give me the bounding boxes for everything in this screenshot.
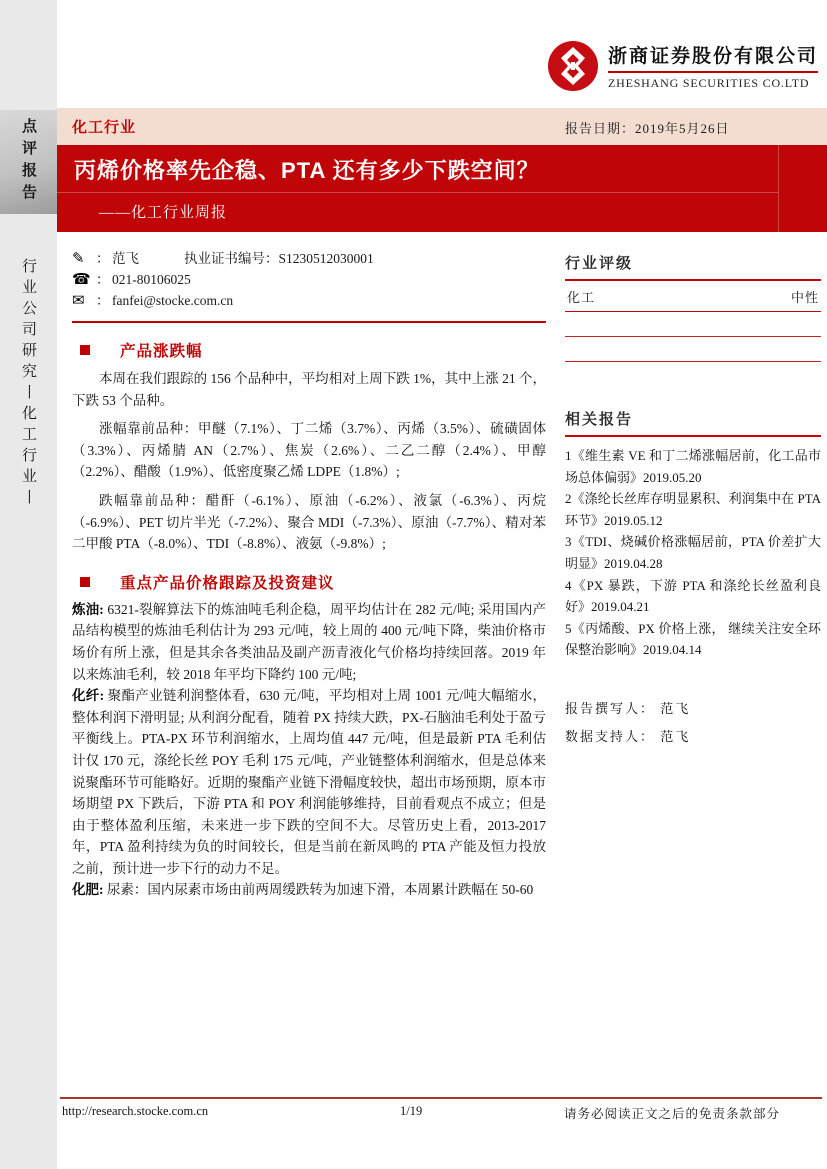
data-support: 数据支持人： 范飞	[565, 728, 691, 744]
related-report-item: 2《涤纶长丝库存明显累积、利润集中在 PTA 环节》2019.05.12	[565, 491, 821, 528]
rating-industry: 化工	[567, 290, 596, 305]
company-names	[608, 41, 818, 91]
email-address[interactable]: fanfei@stocke.com.cn	[112, 293, 234, 308]
vertical-research-label-wrap	[0, 258, 57, 510]
rating-level: 中性	[790, 290, 819, 305]
paragraph-fiber	[72, 685, 546, 879]
phone-number: 021-80106025	[112, 272, 191, 287]
footer-disclaimer: 请务必阅读正文之后的免责条款部分	[563, 1107, 780, 1121]
phone-icon: ☎	[72, 270, 91, 288]
report-subtitle: ——化工行业周报	[99, 205, 228, 221]
pen-icon: ✎	[72, 249, 85, 267]
paragraph-label-fertilizer: 化肥:	[72, 882, 104, 898]
paragraph-label-refining: 炼油:	[72, 601, 104, 617]
paragraph-losers: 跌幅靠前品种：醋酐（-6.1%）、原油（-6.2%）、液氯（-6.3%）、丙烷（-6.9%）、PET 切片半光（-7.2%）、聚合 MDI（-7.3%）、原油（-7.7%）、精对苯二甲酸 PTA（-8.0%）、TDI（-8.8%）、液氨（-9.8%）;	[72, 492, 546, 552]
report-date: 报告日期：2019年5月26日	[565, 121, 730, 136]
paragraph-fertilizer	[72, 879, 546, 901]
contact-separator: ：	[96, 293, 110, 308]
contact-separator: ：	[96, 251, 110, 266]
email-row	[72, 290, 546, 311]
analyst-contact-block	[72, 248, 546, 323]
section-head-key-products	[72, 571, 546, 593]
related-reports-heading: 相关报告	[565, 408, 821, 437]
company-logo-icon	[547, 40, 599, 92]
company-name-cn: 浙商证券股份有限公司	[608, 41, 818, 73]
credits-block	[565, 695, 821, 751]
analyst-cert: 执业证书编号：S1230512030001	[184, 251, 374, 266]
analyst-name: 范飞	[112, 251, 139, 266]
main-column	[72, 248, 546, 901]
related-reports-list	[565, 445, 821, 661]
banner-divider-horizontal	[57, 192, 778, 193]
envelope-icon: ✉	[72, 291, 85, 309]
paragraph-text-fiber: 聚酯产业链利润整体看，630 元/吨，平均相对上周 1001 元/吨大幅缩水，整体利润下滑明显; 从利润分配看，随着 PX 持续大跌，PX-石脑油毛利处于盈亏平衡线上。PTA-PX 环节利润缩水，上周均值 447 元/吨，但是最新 PTA 毛利估计仅 170 元，涤纶长丝 POY 毛利 175 元/吨，产业链整体利润缩水，但是总体来说聚酯环节可能略好。近期的聚酯产业链下滑幅度较快，超出市场预期，原本市场期望 PX 下跌后，下游 PTA 和 POY 利润能够维持，目前看观点不成立；但是由于整体盈利压缩，未来进一步下跌的空间不大。尽管历史上看，2013-2017 年，PTA 盈利持续为负的时间较长，但是当前在新凤鸣的 PTA 产能及恒力投放之前，预计进一步下行的动力不足。	[72, 688, 546, 876]
contact-separator: ：	[96, 272, 110, 287]
related-report-item: 1《维生素 VE 和丁二烯涨幅居前，化工品市场总体偏弱》2019.05.20	[565, 448, 821, 485]
section-title-key-products: 重点产品价格跟踪及投资建议	[120, 574, 335, 592]
paragraph-overview: 本周在我们跟踪的 156 个品种中，平均相对上周下跌 1%，其中上涨 21 个，下跌 53 个品种。	[72, 371, 546, 408]
report-title: 丙烯价格率先企稳、PTA 还有多少下跌空间？	[74, 158, 540, 183]
rating-empty-row	[565, 337, 821, 362]
related-report-item: 4《PX 暴跌，下游 PTA 和涤纶长丝盈利良好》2019.04.21	[565, 577, 821, 615]
report-writer: 报告撰写人： 范飞	[565, 700, 691, 716]
footer-page-number: 1/19	[400, 1104, 423, 1118]
banner-divider-vertical	[778, 145, 779, 232]
paragraph-label-fiber: 化纤:	[72, 688, 105, 704]
phone-row	[72, 269, 546, 290]
company-name-en: ZHESHANG SECURITIES CO.LTD	[607, 76, 810, 90]
report-type-box	[0, 110, 57, 214]
section-bullet-icon	[80, 345, 90, 355]
footer-divider	[60, 1097, 822, 1099]
paragraph-gainers: 涨幅靠前品种：甲醚（7.1%）、丁二烯（3.7%）、丙烯（3.5%）、硫磺固体（3.3%）、丙烯腈 AN（2.7%）、焦炭（2.6%）、二乙二醇（2.4%）、甲醇（2.2%）、醋酸（1.9%）、低密度聚乙烯 LDPE（1.8%）;	[72, 421, 546, 480]
rating-row	[565, 281, 821, 312]
section-head-price-change	[72, 339, 546, 361]
section-bullet-icon	[80, 577, 90, 587]
analyst-row	[72, 248, 546, 269]
left-rail	[0, 0, 57, 1169]
related-report-item: 5《丙烯酸、PX 价格上涨， 继续关注安全环保整治影响》2019.04.14	[565, 620, 821, 658]
report-type-label: 点评报告	[20, 118, 37, 206]
related-report-item: 3《TDI、烧碱价格涨幅居前，PTA 价差扩大明显》2019.04.28	[565, 534, 821, 571]
section-title-price-change: 产品涨跌幅	[120, 343, 203, 360]
vertical-research-label: 行业公司研究丨化工行业丨	[20, 258, 36, 510]
industry-label: 化工行业	[72, 119, 137, 136]
paragraph-text-refining: 6321-裂解算法下的炼油吨毛利企稳，周平均估计在 282 元/吨; 采用国内产品结构模型的炼油毛利估计为 293 元/吨，较上周的 400 元/吨下降，柴油价格市场价有所上涨，但是其余各类油品及副产沥青液化气价格均持续回落。2019 年以来炼油毛利，较 2018 年平均下降约 100 元/吨;	[72, 601, 546, 682]
footer-research-url[interactable]: http://research.stocke.com.cn	[62, 1104, 209, 1118]
rating-empty-row	[565, 312, 821, 337]
right-column	[565, 252, 821, 751]
title-banner	[57, 145, 827, 232]
related-reports-block	[565, 408, 821, 661]
industry-header-bar	[57, 108, 827, 145]
paragraph-refining	[72, 599, 546, 685]
paragraph-text-fertilizer: 尿素：国内尿素市场由前两周缓跌转为加速下滑，本周累计跌幅在 50-60	[103, 882, 534, 898]
company-logo-block	[547, 40, 818, 92]
rating-heading: 行业评级	[565, 252, 821, 281]
